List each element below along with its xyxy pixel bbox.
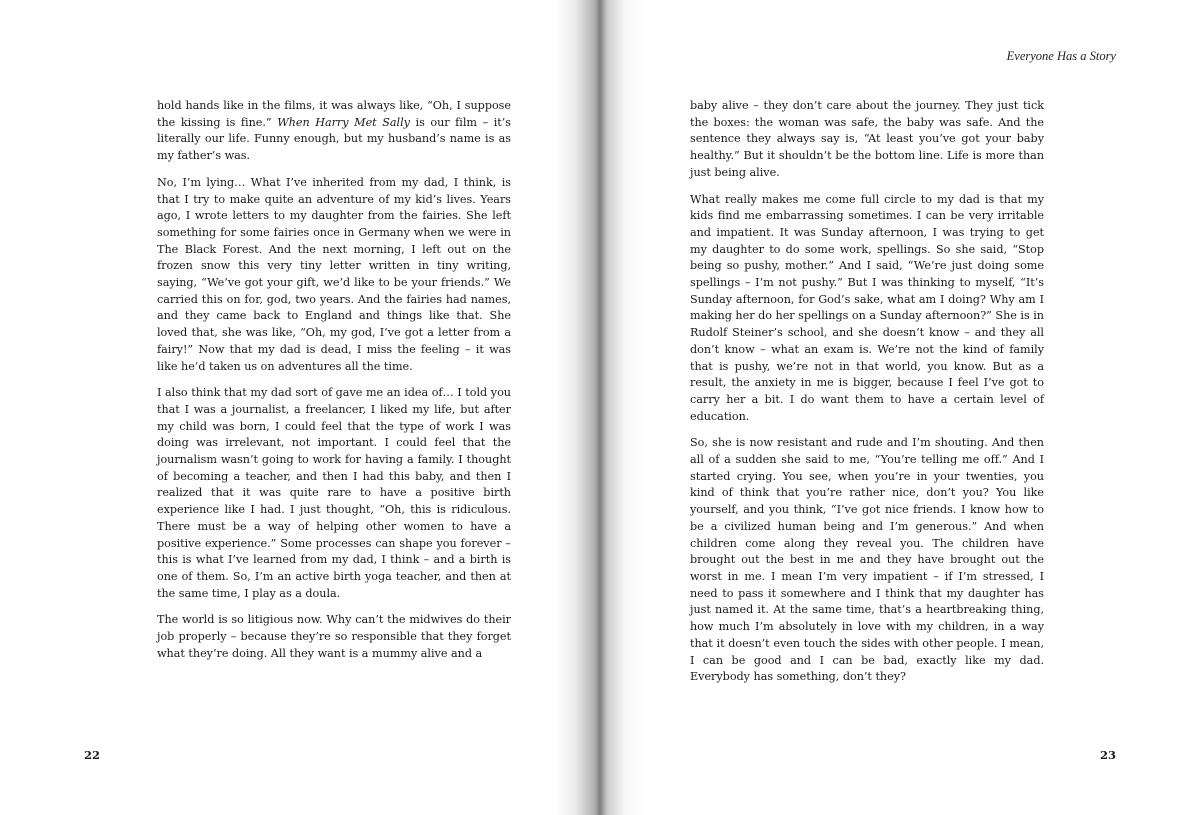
film-title: When Harry Met Sally: [277, 115, 410, 129]
paragraph-text: hold hands like in the films, it was always like, “Oh, I suppose the kissing is fine.”: [157, 99, 511, 129]
paragraph: [157, 98, 511, 165]
paragraph: So, she is now resistant and rude and I’m shouting. And then all of a sudden she said to me, “You’re telling me off.” And I started crying. You see, when you’re in your twenties, you kind of think that you’re rather nice, don’t you? You like yourself, and you think, “I’ve got nice friends. I know how to be a civilized human being and I’m generous.” And when children come along they reveal you. The children have brought out the best in me and they have brought out the worst in me. I mean I’m very impatient – if I’m stressed, I need to pass it somewhere and I think that my daughter has just named it. At the same time, that’s a heartbreaking thing, how much I’m absolutely in love with my children, in a way that it doesn’t even touch the sides with other people. I mean, I can be good and I can be bad, exactly like my dad. Everybody has something, don’t they?: [690, 436, 1044, 684]
right-page-body: [690, 98, 1044, 696]
paragraph: No, I’m lying… What I’ve inherited from my dad, I think, is that I try to make quite an adventure of my kid’s lives. Years ago, I wrote letters to my daughter from the fairies. She left something for some fairies once in Germany when we were in The Black Forest. And the next morning, I left out on the frozen snow this very tiny letter written in tiny writing, saying, “We’ve got your gift, we’d like to be your friends.” We carried this on for, god, two years. And the fairies had names, and they came back to England and things like that. She loved that, she was like, “Oh, my god, I’ve got a letter from a fairy!” Now that my dad is dead, I miss the feeling – it was like he’d taken us on adventures all the time.: [157, 175, 511, 373]
running-head: Everyone Has a Story: [1006, 49, 1116, 63]
paragraph: I also think that my dad sort of gave me an idea of… I told you that I was a journalist, a freelancer, I liked my life, but after my child was born, I could feel that the type of work I was doing was irrelevant, not important. I could feel that the journalism wasn’t going to work for having a family. I thought of becoming a teacher, and then I had this baby, and then I realized that it was quite rare to have a positive birth experience like I had. I just thought, “Oh, this is ridiculous. There must be a way of helping other women to have a positive experience.” Some processes can shape you forever – this is what I’ve learned from my dad, I think – and a birth is one of them. So, I’m an active birth yoga teacher, and then at the same time, I play as a doula.: [157, 386, 511, 600]
page-number-left: 22: [84, 748, 101, 762]
paragraph: baby alive – they don’t care about the journey. They just tick the boxes: the woman was safe, the baby was safe. And the sentence they always say is, “At least you’ve got your baby healthy.” But it shouldn’t be the bottom line. Life is more than just being alive.: [690, 99, 1044, 179]
paragraph: The world is so litigious now. Why can’t the midwives do their job properly – because they’re so responsible that they forget what they’re doing. All they want is a mummy alive and a: [157, 613, 511, 660]
page-number-right: 23: [1099, 748, 1116, 762]
left-page-body: [157, 98, 511, 673]
right-page: [600, 0, 1200, 815]
paragraph-text: is our film – it’s literally our life. Funny enough, but my husband’s name is as my father’s was.: [157, 115, 512, 163]
paragraph: What really makes me come full circle to my dad is that my kids find me embarrassing sometimes. I can be very irritable and impatient. It was Sunday afternoon, I was trying to get my daughter to do some work, spellings. So she said, “Stop being so pushy, mother.” And I said, “We’re just doing some spellings – I’m not pushy.” But I was thinking to myself, “It’s Sunday afternoon, for God’s sake, what am I doing? Why am I making her do her spellings on a Sunday afternoon?” She is in Rudolf Steiner’s school, and she doesn’t know – and they all don’t know – what an exam is. We’re not the kind of family that is pushy, we’re not in that world, you know. But as a result, the anxiety in me is bigger, because I feel I’ve got to carry her a bit. I do want them to have a certain level of education.: [690, 192, 1044, 423]
